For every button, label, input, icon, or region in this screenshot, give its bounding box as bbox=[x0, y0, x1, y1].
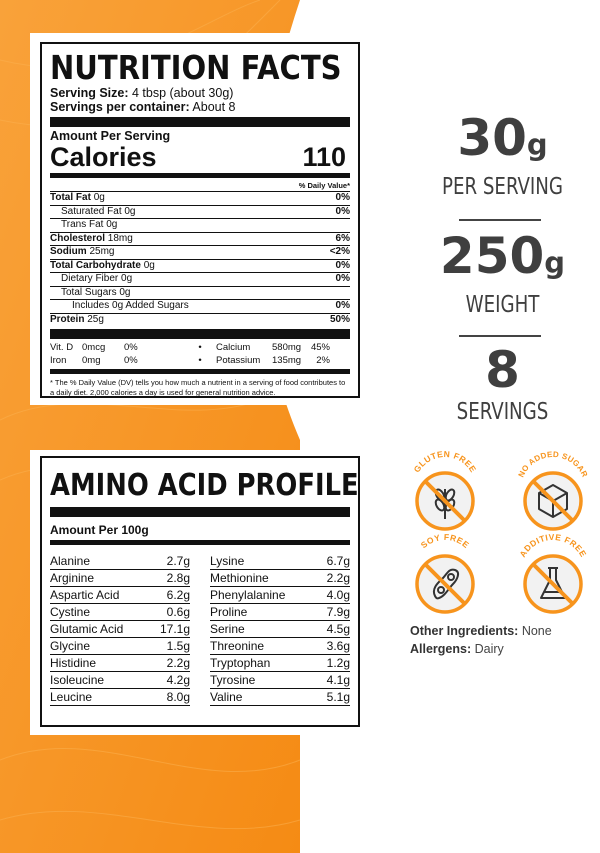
nutrient-daily-value: 6% bbox=[335, 232, 350, 244]
amino-name: Tryptophan bbox=[210, 656, 271, 670]
nutrient-row bbox=[50, 232, 350, 246]
gluten-free-badge bbox=[405, 447, 485, 533]
amino-row bbox=[210, 587, 350, 604]
amino-amount: 1.5g bbox=[166, 639, 190, 653]
other-info bbox=[410, 622, 552, 658]
amino-row bbox=[210, 604, 350, 621]
amino-amount: 2.8g bbox=[166, 571, 190, 585]
amino-name: Isoleucine bbox=[50, 673, 105, 687]
amino-amount: 6.7g bbox=[326, 554, 350, 568]
amino-acid-panel bbox=[40, 456, 360, 727]
nutrient-row bbox=[50, 245, 350, 259]
allergens: Allergens: Dairy bbox=[410, 642, 504, 656]
nutrient-label: Total Fat 0g bbox=[50, 192, 105, 203]
svg-text:GLUTEN FREE: GLUTEN FREE bbox=[411, 448, 479, 475]
stat-weight bbox=[405, 228, 600, 319]
amino-row bbox=[210, 570, 350, 587]
amino-name: Aspartic Acid bbox=[50, 588, 120, 602]
amino-row bbox=[210, 689, 350, 706]
amino-row bbox=[50, 672, 190, 689]
nutrient-label: Sodium 25mg bbox=[50, 246, 115, 257]
calories-value: 110 bbox=[302, 142, 346, 172]
calories-label: Calories bbox=[50, 142, 157, 172]
amino-row bbox=[210, 672, 350, 689]
nutrient-label: Trans Fat 0g bbox=[61, 219, 118, 230]
amino-name: Methionine bbox=[210, 571, 269, 585]
amino-amount: 4.1g bbox=[326, 673, 350, 687]
servings-per-container: Servings per container: About 8 bbox=[50, 100, 236, 114]
amino-row bbox=[210, 621, 350, 638]
nutrient-row bbox=[50, 286, 350, 300]
amino-columns bbox=[50, 553, 350, 706]
amino-medium-divider bbox=[50, 540, 350, 545]
nutrient-label: Cholesterol 18mg bbox=[50, 232, 133, 244]
nutrient-daily-value: 0% bbox=[335, 259, 350, 271]
nutrition-title: NUTRITION FACTS bbox=[50, 48, 342, 87]
amino-row bbox=[50, 655, 190, 672]
amino-name: Tyrosine bbox=[210, 673, 256, 687]
nutrient-label: Saturated Fat 0g bbox=[61, 205, 136, 217]
no-added-sugar-badge bbox=[513, 447, 593, 533]
weight-label: WEIGHT bbox=[465, 292, 540, 318]
nutrient-label: Total Carbohydrate 0g bbox=[50, 259, 155, 271]
amino-name: Serine bbox=[210, 622, 245, 636]
amino-left-column bbox=[50, 553, 190, 706]
amino-name: Histidine bbox=[50, 656, 97, 670]
amino-amount: 6.2g bbox=[166, 588, 190, 602]
nutrient-row bbox=[50, 218, 350, 232]
vitamin-cell: 0mg bbox=[82, 355, 101, 366]
soy-free-badge bbox=[405, 530, 485, 616]
weight-value: 250 bbox=[439, 227, 545, 285]
medium-divider bbox=[50, 173, 350, 178]
nutrient-daily-value: 0% bbox=[335, 300, 350, 311]
other-ingredients: Other Ingredients: None bbox=[410, 624, 552, 638]
nutrient-daily-value: 0% bbox=[335, 273, 350, 284]
amino-amount: 2.2g bbox=[326, 571, 350, 585]
amino-amount: 3.6g bbox=[326, 639, 350, 653]
amino-name: Glycine bbox=[50, 639, 91, 653]
amino-name: Alanine bbox=[50, 554, 91, 568]
vitamin-row bbox=[50, 354, 350, 367]
amino-name: Cystine bbox=[50, 605, 91, 619]
calories-row bbox=[50, 143, 350, 171]
amino-subtitle: Amount Per 100g bbox=[50, 523, 149, 537]
nutrient-row bbox=[50, 272, 350, 286]
amino-name: Threonine bbox=[210, 639, 265, 653]
nutrition-facts-panel bbox=[40, 42, 360, 398]
amino-amount: 2.7g bbox=[166, 554, 190, 568]
per-serving-value: 30 bbox=[457, 109, 527, 167]
svg-text:SOY FREE: SOY FREE bbox=[418, 531, 472, 551]
nutrient-label: Protein 25g bbox=[50, 313, 104, 325]
amino-row bbox=[210, 638, 350, 655]
nutrient-daily-value: 0% bbox=[335, 205, 350, 217]
amino-row bbox=[50, 638, 190, 655]
medium-divider-foot bbox=[50, 369, 350, 374]
stat-per-serving bbox=[405, 110, 600, 201]
amino-name: Lysine bbox=[210, 554, 245, 568]
amino-amount: 4.0g bbox=[326, 588, 350, 602]
per-serving-unit: g bbox=[526, 128, 548, 162]
nutrient-daily-value: 50% bbox=[329, 313, 350, 325]
amino-title: AMINO ACID PROFILE bbox=[50, 468, 359, 503]
svg-text:ADDITIVE FREE: ADDITIVE FREE bbox=[517, 531, 589, 559]
nutrient-label: Includes 0g Added Sugars bbox=[72, 300, 189, 311]
daily-value-footnote: * The % Daily Value (DV) tells you how much a nutrient in a serving of food contributes to a daily diet. 2,000 calories a day is used for general nutrition advice. bbox=[50, 378, 346, 397]
amino-thick-divider bbox=[50, 507, 350, 517]
amino-amount: 8.0g bbox=[166, 690, 190, 704]
amino-row bbox=[210, 553, 350, 570]
vitamin-cell: Calcium bbox=[216, 342, 251, 353]
servings-value: 8 bbox=[485, 341, 520, 399]
daily-value-header: % Daily Value* bbox=[298, 181, 350, 190]
amino-amount: 7.9g bbox=[326, 605, 350, 619]
amino-row bbox=[50, 621, 190, 638]
vitamin-cell: 45% bbox=[310, 342, 330, 353]
vitamin-cell: 2% bbox=[316, 355, 330, 366]
nutrient-row bbox=[50, 205, 350, 219]
nutrient-label: Total Sugars 0g bbox=[61, 286, 131, 298]
nutrient-row bbox=[50, 313, 350, 327]
amino-row bbox=[50, 570, 190, 587]
amino-row bbox=[50, 689, 190, 706]
amino-name: Arginine bbox=[50, 571, 95, 585]
amino-amount: 4.5g bbox=[326, 622, 350, 636]
vitamin-cell: 0% bbox=[124, 342, 138, 353]
servings-label: SERVINGS bbox=[456, 399, 549, 425]
per-serving-label: PER SERVING bbox=[441, 174, 564, 200]
amino-row bbox=[50, 587, 190, 604]
serving-size: Serving Size: 4 tbsp (about 30g) bbox=[50, 86, 234, 100]
nutrient-row bbox=[50, 299, 350, 313]
vitamin-cell: Iron bbox=[50, 355, 67, 366]
vitamin-cell: 0mcg bbox=[82, 342, 106, 353]
nutrient-row bbox=[50, 191, 350, 205]
stat-divider bbox=[459, 219, 541, 221]
amino-amount: 17.1g bbox=[159, 622, 190, 636]
amino-row bbox=[210, 655, 350, 672]
amino-amount: 2.2g bbox=[166, 656, 190, 670]
nutrient-row bbox=[50, 259, 350, 273]
vitamin-cell: 580mg bbox=[272, 342, 302, 353]
nutrient-daily-value: <2% bbox=[329, 246, 350, 257]
amino-right-column bbox=[210, 553, 350, 706]
svg-text:NO ADDED SUGAR: NO ADDED SUGAR bbox=[516, 449, 590, 479]
nutrient-label: Dietary Fiber 0g bbox=[61, 273, 133, 284]
amino-name: Phenylalanine bbox=[210, 588, 286, 602]
amino-name: Valine bbox=[210, 690, 243, 704]
thick-divider-bottom bbox=[50, 329, 350, 339]
amino-row bbox=[50, 604, 190, 621]
vitamin-cell: • bbox=[198, 355, 202, 366]
stat-servings bbox=[405, 342, 600, 426]
amino-name: Leucine bbox=[50, 690, 93, 704]
vitamin-row bbox=[50, 341, 350, 354]
nutrient-daily-value: 0% bbox=[335, 192, 350, 203]
weight-unit: g bbox=[544, 246, 566, 280]
amino-amount: 5.1g bbox=[326, 690, 350, 704]
stat-divider bbox=[459, 335, 541, 337]
amino-name: Proline bbox=[210, 605, 248, 619]
additive-free-badge bbox=[513, 530, 593, 616]
amount-per-serving: Amount Per Serving bbox=[50, 129, 171, 143]
vitamin-cell: 135mg bbox=[272, 355, 302, 366]
vitamin-mineral-rows bbox=[50, 341, 350, 367]
amino-row bbox=[50, 553, 190, 570]
nutrient-rows bbox=[50, 191, 350, 326]
vitamin-cell: Vit. D bbox=[50, 342, 74, 353]
amino-amount: 4.2g bbox=[166, 673, 190, 687]
vitamin-cell: • bbox=[198, 342, 202, 353]
amino-amount: 0.6g bbox=[166, 605, 190, 619]
vitamin-cell: Potassium bbox=[216, 355, 261, 366]
amino-name: Glutamic Acid bbox=[50, 622, 124, 636]
amino-amount: 1.2g bbox=[326, 656, 350, 670]
vitamin-cell: 0% bbox=[124, 355, 138, 366]
thick-divider bbox=[50, 117, 350, 127]
